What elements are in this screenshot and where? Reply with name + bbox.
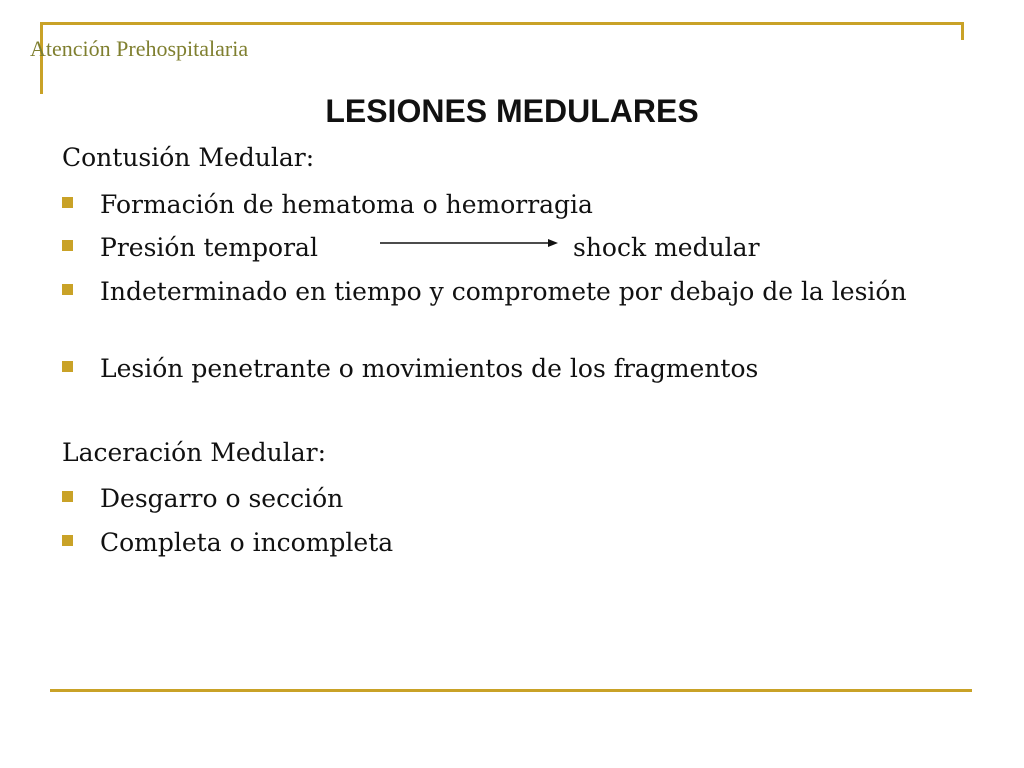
list-item-text: Presión temporal — [100, 233, 318, 262]
section-heading-laceracion: Laceración Medular: — [62, 438, 327, 467]
slide-title: LESIONES MEDULARES — [325, 93, 699, 129]
list-item-text: Lesión penetrante o movimientos de los fragmentos — [100, 354, 759, 383]
bottom-rule — [50, 689, 972, 692]
bullet-square-icon — [62, 361, 73, 372]
bullet-square-icon — [62, 197, 73, 208]
list-item-text: Formación de hematoma o hemorragia — [100, 190, 593, 219]
right-arrow-icon — [380, 236, 560, 250]
bullet-square-icon — [62, 284, 73, 295]
list-item-text: Indeterminado en tiempo y compromete por debajo de la lesión — [100, 277, 907, 306]
right-rule — [961, 22, 964, 40]
bullet-square-icon — [62, 535, 73, 546]
list-item-text: Completa o incompleta — [100, 528, 394, 557]
section-heading-contusion: Contusión Medular: — [62, 143, 315, 172]
top-rule — [40, 22, 964, 25]
arrow-target-text: shock medular — [573, 233, 760, 262]
bullet-square-icon — [62, 491, 73, 502]
header-label: Atención Prehospitalaria — [30, 36, 249, 61]
bullet-square-icon — [62, 240, 73, 251]
list-item-text: Desgarro o sección — [100, 484, 344, 513]
